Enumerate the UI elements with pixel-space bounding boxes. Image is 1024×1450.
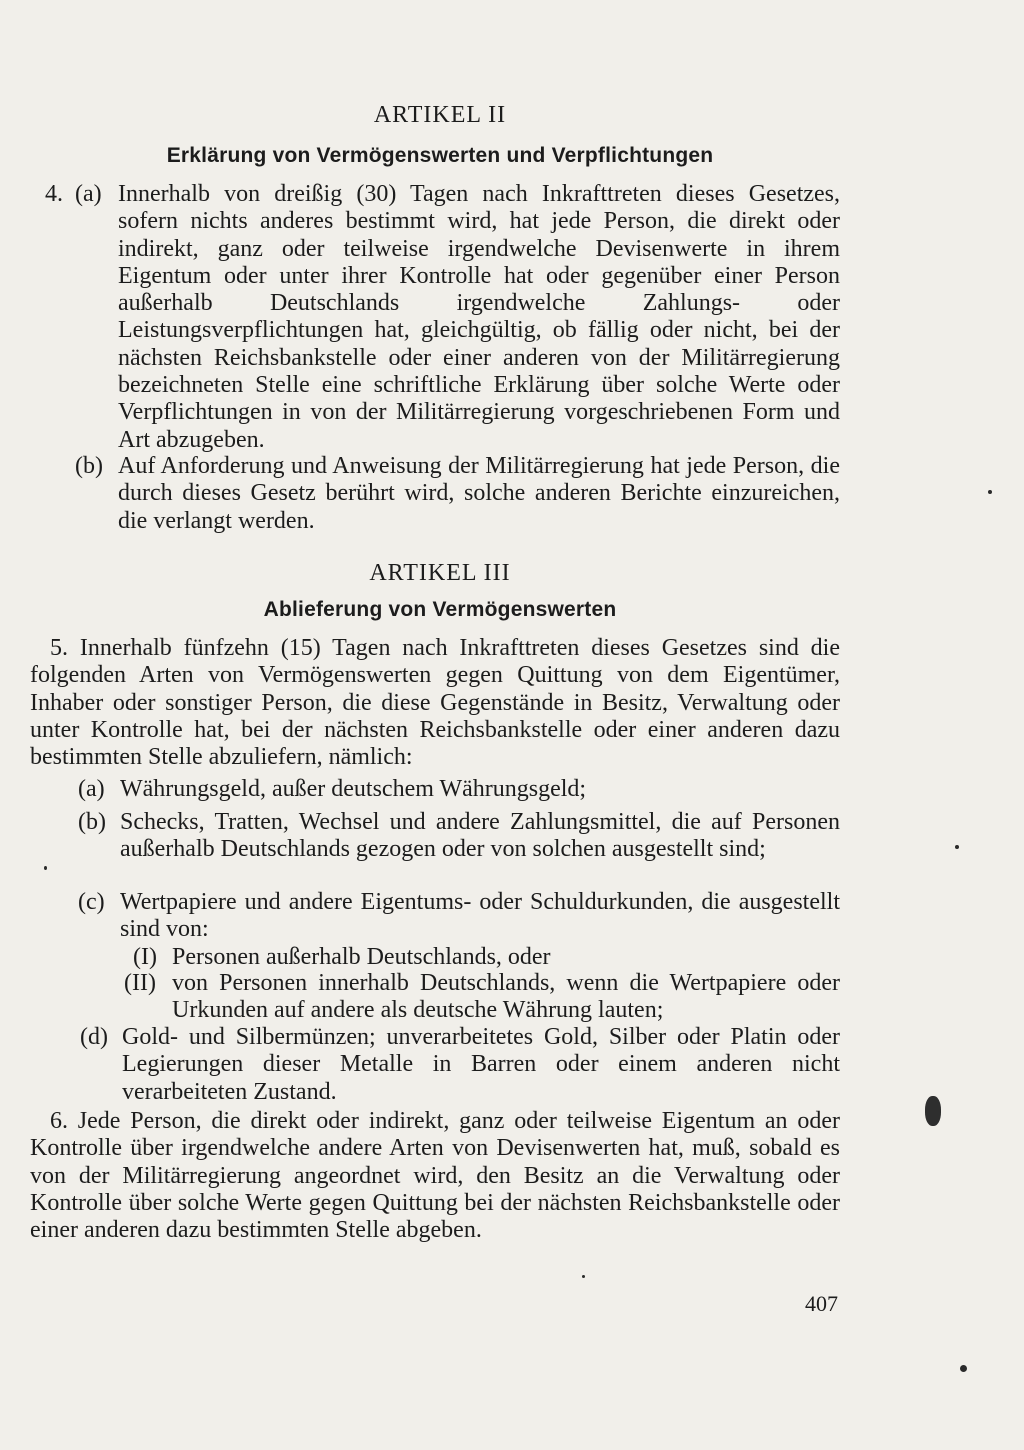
section-5-intro: 5. Innerhalb fünfzehn (15) Tagen nach Inkrafttreten dieses Gesetzes sind die folgenden Arten von Vermögenswerten gegen Quittung von dem Eigentümer, Inhaber oder sonstiger Person, die diese Gegenstände in Besitz, Verwaltung oder unter Kontrolle hat, bei der nächsten Reichsbankstelle oder einer anderen dazu bestimmten Stelle abzuliefern, nämlich:: [30, 635, 840, 771]
section-4a-text: Innerhalb von dreißig (30) Tagen nach Inkrafttreten dieses Gesetzes, sofern nichts anderes bestimmt wird, hat jede Person, die direkt oder indirekt, ganz oder teilweise irgendwelche Devisenwerte in ihrem Eigentum oder unter ihrer Kontrolle hat oder gegenüber einer Person außerhalb Deutschlands irgendwelche Zahlungs- oder Leistungsverpflichtungen hat, gleichgültig, ob fällig oder nicht, bei der nächsten Reichsbankstelle oder einer anderen von der Militärregierung bezeichneten Stelle eine schriftliche Erklärung über solche Werte oder Verpflichtungen in von der Militärregierung vorgeschriebenen Form und Art abzugeben.: [118, 181, 840, 453]
section-5c-i-text: Personen außerhalb Deutschlands, oder: [172, 944, 551, 970]
article-3-title: ARTIKEL III: [369, 560, 511, 586]
ink-speck: [988, 490, 992, 494]
section-4a-marker: (a): [75, 181, 102, 207]
ink-speck: [582, 1275, 585, 1278]
ink-speck: [960, 1365, 967, 1372]
section-4-number: 4.: [45, 181, 63, 207]
ink-blot: [925, 1096, 941, 1126]
section-5a-marker: (a): [78, 776, 105, 802]
section-5b-text: Schecks, Tratten, Wechsel und andere Zahlungsmittel, die auf Personen außerhalb Deutschlands gezogen oder von solchen ausgestellt sind;: [120, 809, 840, 863]
section-6-text: 6. Jede Person, die direkt oder indirekt, ganz oder teilweise Eigentum an oder Kontrolle über irgendwelche andere Arten von Devisenwerten hat, muß, sobald es von der Militärregierung angeordnet wird, den Besitz an die Verwaltung oder Kontrolle über solche Werte gegen Quittung bei der nächsten Reichsbankstelle oder einer anderen dazu bestimmten Stelle abgeben.: [30, 1108, 840, 1244]
article-2-subtitle: Erklärung von Vermögenswerten und Verpflichtungen: [166, 144, 714, 167]
ink-speck: [44, 866, 47, 870]
section-5c-i-marker: (I): [133, 944, 157, 970]
ink-speck: [955, 845, 959, 849]
section-5c-ii-marker: (II): [124, 970, 156, 996]
section-5d-text: Gold- und Silbermünzen; unverarbeitetes Gold, Silber oder Platin oder Legierungen dieser Metalle in Barren oder einem anderen nicht verarbeiteten Zustand.: [122, 1024, 840, 1105]
section-5a-text: Währungsgeld, außer deutschem Währungsgeld;: [120, 776, 587, 802]
article-2-title: ARTIKEL II: [373, 102, 507, 128]
page-number: 407: [805, 1291, 838, 1316]
section-4b-marker: (b): [75, 453, 103, 479]
article-3-subtitle: Ablieferung von Vermögenswerten: [263, 598, 617, 621]
section-4b-text: Auf Anforderung und Anweisung der Militärregierung hat jede Person, die durch dieses Gesetz berührt wird, solche anderen Berichte einzureichen, die verlangt werden.: [118, 453, 840, 534]
section-5d-marker: (d): [80, 1024, 108, 1050]
section-5c-text: Wertpapiere und andere Eigentums- oder Schuldurkunden, die ausgestellt sind von:: [120, 889, 840, 943]
section-5b-marker: (b): [78, 809, 106, 835]
section-5c-ii-text: von Personen innerhalb Deutschlands, wenn die Wertpapiere oder Urkunden auf andere als deutsche Währung lauten;: [172, 970, 840, 1024]
section-5c-marker: (c): [78, 889, 105, 915]
